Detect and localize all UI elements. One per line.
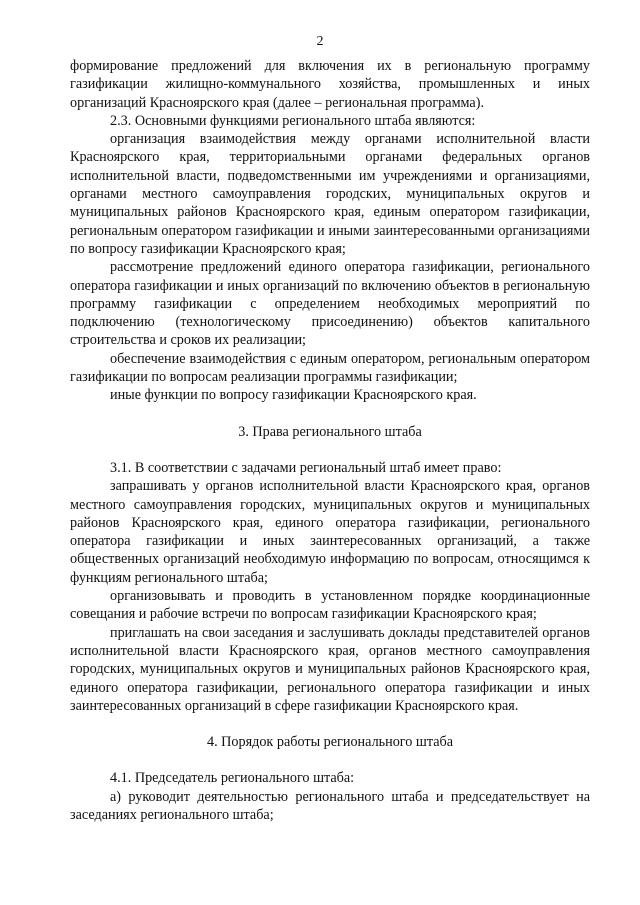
section-spacer: [70, 715, 590, 733]
paragraph: 4.1. Председатель регионального штаба:: [110, 770, 355, 787]
paragraph: 2.3. Основными функциями регионального штаба являются:: [110, 112, 476, 129]
section-spacer: [70, 405, 590, 423]
section-heading: 3. Права регионального штаба: [238, 423, 422, 440]
section-heading: 4. Порядок работы регионального штаба: [206, 734, 454, 751]
paragraph: иные функции по вопросу газификации Красноярского края.: [110, 387, 477, 404]
document-body: [70, 57, 590, 824]
section-spacer: [70, 751, 590, 769]
paragraph: формирование предложений для включения их в региональную программу газификации жилищно-коммунального хозяйства, промышленных и иных организаций Красноярского края (далее – региональная программа).: [70, 58, 590, 111]
section-spacer: [70, 441, 590, 459]
paragraph: запрашивать у органов исполнительной власти Красноярского края, органов местного самоуправления городских, муниципальных округов и муниципальных районов Красноярского края, единого оператора газификации, регионального оператора газификации и иных заинтересованных организаций, а также общественных организаций необходимую информацию по вопросам, относящимся к функциям регионального штаба;: [70, 478, 590, 586]
paragraph: обеспечение взаимодействия с единым оператором, региональным оператором газификации по вопросам реализации программы газификации;: [70, 350, 590, 386]
page-number: 2: [316, 34, 324, 49]
paragraph: а) руководит деятельностью регионального штаба и председательствует на заседаниях регионального штаба;: [70, 788, 590, 823]
paragraph: 3.1. В соответствии с задачами региональный штаб имеет право:: [110, 459, 502, 476]
paragraph: приглашать на свои заседания и заслушивать доклады представителей органов исполнительной власти Красноярского края, органов местного самоуправления городских, муниципальных округов и муниципальных районов Красноярского края, единого оператора газификации, регионального оператора газификации и иных заинтересованных организаций в сфере газификации Красноярского края.: [70, 624, 590, 714]
paragraph: организация взаимодействия между органами исполнительной власти Красноярского края, территориальными органами федеральных органов исполнительной власти, подведомственными им учреждениями и организациями, органами местного самоуправления городских, муниципальных округов и муниципальных районов Красноярского края, единым оператором газификации, региональным оператором газификации и иными заинтересованными организациями по вопросу газификации Красноярского края;: [70, 131, 590, 257]
paragraph: организовывать и проводить в установленном порядке координационные совещания и рабочие встречи по вопросам газификации Красноярского края;: [70, 588, 590, 623]
paragraph: рассмотрение предложений единого оператора газификации, регионального оператора газификации и иных организаций по включению объектов в региональную программу газификации с определением необходимых мероприятий по подключению (технологическому присоединению) объектов капитального строительства и сроков их реализации;: [70, 259, 590, 349]
